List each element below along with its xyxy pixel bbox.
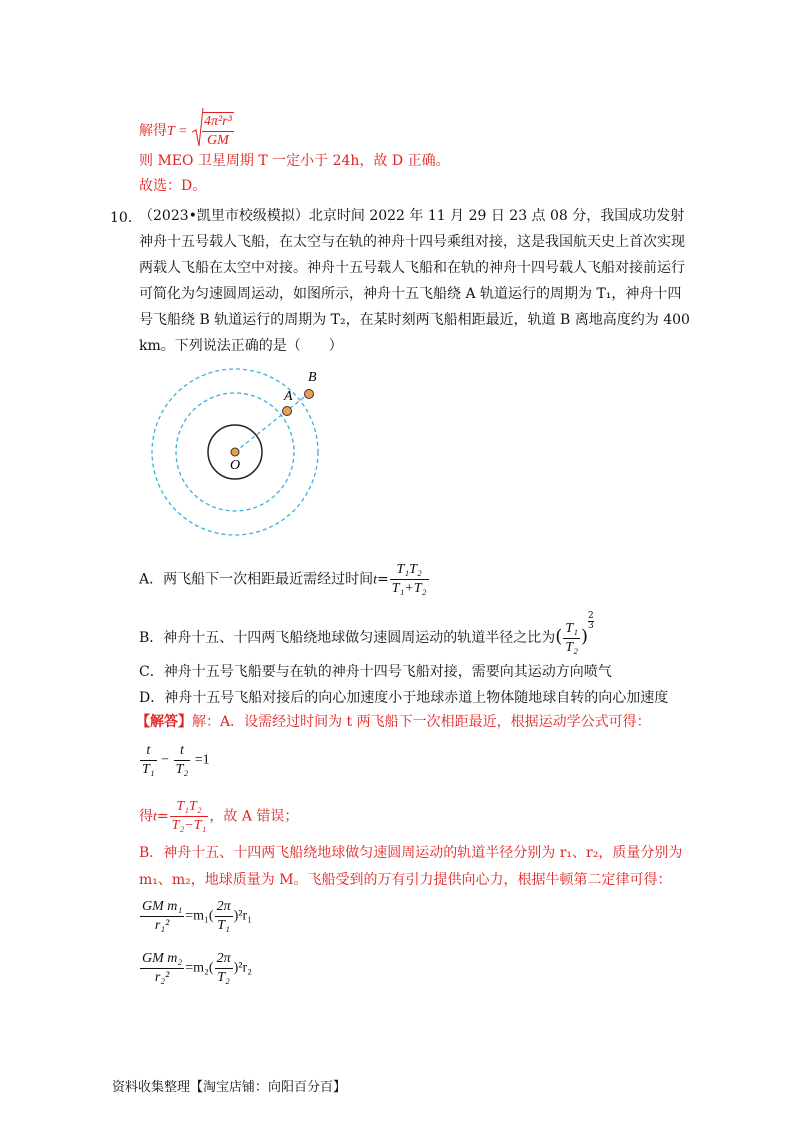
option-A: A．两飞船下一次相距最近需经过时间t= $\frac{\text{T₁T₂}}{\text{T₁+T₂}}$ xyxy=(139,562,427,596)
answer-line-1 xyxy=(136,712,651,732)
equation-3: $\frac{\text{GM m₁}}{\text{r₁²}}$ =m₁( $\frac{2\pi}{\text{T₁}}$ )²r₁ xyxy=(142,899,252,933)
option-B-exponent: $\frac{2}{3}$ xyxy=(588,611,594,631)
option-A-fraction xyxy=(390,561,429,598)
option-D: D．神舟十五号飞船对接后的向心加速度小于地球赤道上物体随地球自转的向心加速度 xyxy=(139,690,669,706)
solve-T-fraction xyxy=(202,112,234,150)
answer-header: 【解答】 xyxy=(136,714,192,730)
option-A-denominator: T₁+T₂ xyxy=(391,581,427,596)
label-O: O xyxy=(230,458,241,473)
orbit-figure xyxy=(150,362,340,556)
option-B-fraction xyxy=(563,620,580,657)
equation-4: $\frac{\text{GM m₂}}{\text{r₂²}}$ =m₂( $\frac{2\pi}{\text{T₂}}$ )²r₂ xyxy=(142,951,252,985)
option-B-text: B．神舟十五、十四两飞船绕地球做匀速圆周运动的轨道半径之比为 xyxy=(139,630,556,646)
solve-T-lhs: T = xyxy=(167,124,188,139)
option-A-numerator: T₁T₂ xyxy=(390,561,429,580)
answer-B-line-1: B．神舟十五、十四两飞船绕地球做匀速圆周运动的轨道半径分别为 r₁、r₂，质量分别为 xyxy=(139,845,683,861)
meo-conclusion: 则 MEO 卫星周期 T 一定小于 24h，故 D 正确。 xyxy=(139,153,450,169)
top-choice: 故选：D。 xyxy=(139,178,207,194)
answer-A-text: 解：A．设需经过时间为 t 两飞船下一次相距最近，根据运动学公式可得： xyxy=(192,714,651,730)
equation-1: $\frac{t}{\text{T₁}}$ − $\frac{t}{\text{T₂}}$ =1 xyxy=(142,743,210,777)
option-C: C．神舟十五号飞船要与在轨的神舟十四号飞船对接，需要向其运动方向喷气 xyxy=(139,664,612,680)
label-B: B xyxy=(308,370,317,385)
solve-T-line xyxy=(139,108,235,154)
equation-2: 得t= $\frac{\text{T₁T₂}}{\text{T₂−T₁}}$ ，故 A 错误； xyxy=(139,799,299,833)
answer-B-line-2: m₁、m₂，地球质量为 M。飞船受到的万有引力提供向心力，根据牛顿第二定律可得： xyxy=(139,872,672,888)
radius-line xyxy=(235,394,308,452)
question-text: （2023•凯里市校级模拟）北京时间 2022 年 11 月 29 日 23 点 08 分，我国成功发射神舟十五号载人飞船，在太空与在轨的神舟十四号乘组对接，这是我国航天史上首次实现两载人飞船在太空中对接。神舟十五号载人飞船和在轨的神舟十四号载人飞船对接前运行可简化为匀速圆周运动，如图所示，神舟十五飞船绕 A 轨道运行的周期为 T₁，神舟十四号飞船绕 B 轨道运行的周期为 T₂，在某时刻两飞船相距最近，轨道 B 离地高度约为 400km。下列说法正确的是（ ） xyxy=(139,208,690,354)
solve-T-prefix: 解得 xyxy=(139,123,167,139)
solve-T-numerator: 4π²r³ xyxy=(202,113,234,132)
center-O-dot xyxy=(231,448,239,456)
page-footer: 资料收集整理【淘宝店铺：向阳百分百】 xyxy=(112,1080,347,1095)
label-A: A xyxy=(284,389,293,404)
option-B-denominator: T₂ xyxy=(565,639,578,655)
ship-B-dot xyxy=(305,390,314,399)
question-number: 10. xyxy=(110,210,133,226)
option-B: B．神舟十五、十四两飞船绕地球做匀速圆周运动的轨道半径之比为( $\frac{\text{T₁}}{\text{T₂}}$ ) $\frac{2}{3}$ xyxy=(139,611,594,655)
solve-T-denominator: GM xyxy=(206,133,229,148)
option-A-text: A．两飞船下一次相距最近需经过时间 xyxy=(139,571,374,588)
orbit-diagram xyxy=(150,362,340,552)
ship-A-dot xyxy=(283,407,292,416)
option-B-numerator: T₁ xyxy=(563,620,580,639)
